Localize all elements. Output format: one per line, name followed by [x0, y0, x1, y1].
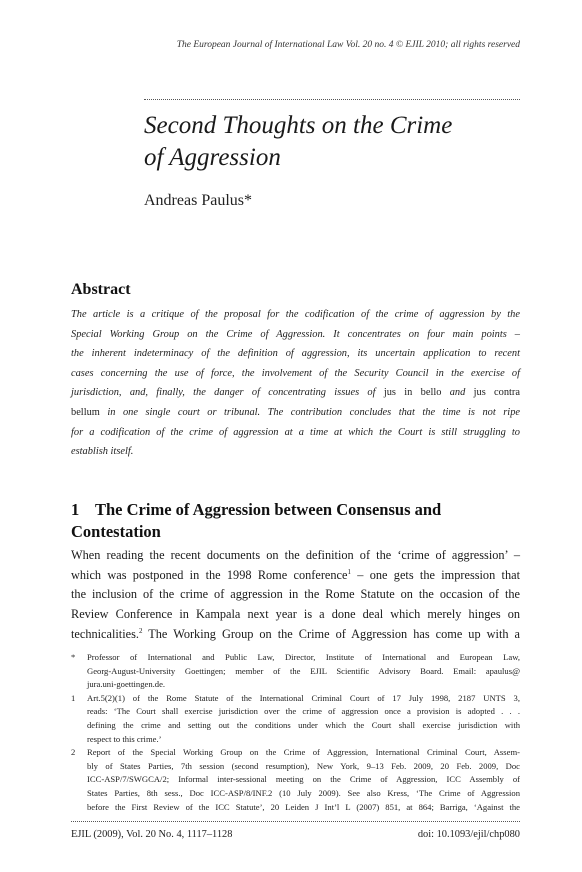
abstract-line-5-text: jurisdiction, and, finally, the danger of concentrating issues of — [71, 387, 376, 399]
footnote-line: reads: ‘The Court shall exercise jurisdiction over the crime of aggression once a provision is adopted . . . — [87, 706, 520, 717]
footnote-line: Georg-August-University Goettingen; member of the EJIL Scientific Advisory Board. Email: apaulus@ — [87, 665, 520, 676]
abstract-term-jus-contra: jus contra — [473, 387, 520, 399]
footnote-line: jura.uni-goettingen.de. — [87, 679, 166, 690]
running-head: The European Journal of International Law Vol. 20 no. 4 © EJIL 2010; all rights reserved — [176, 40, 520, 50]
abstract-line: cases concerning the use of force, the involvement of the Security Council in the exercise of — [71, 367, 520, 379]
body-line-2a: which was postponed in the 1998 Rome conference — [71, 567, 348, 582]
footnote-line: defining the crime and setting out the conditions under which the Court shall exercise jurisdiction with — [87, 719, 520, 730]
title-rule — [144, 99, 520, 100]
body-line-5a: technicalities. — [71, 626, 139, 641]
abstract-line: establish itself. — [71, 446, 134, 458]
abstract-conjunction: and — [441, 387, 474, 399]
abstract-line: The article is a critique of the proposal for the codification of the crime of aggression by the — [71, 309, 520, 320]
footnote-mark: 2 — [71, 747, 76, 758]
footnote-line: Art.5(2)(1) of the Rome Statute of the International Criminal Court of 17 July 1998, 2187 UNTS 3, — [87, 692, 520, 703]
section-title-line-2: Contestation — [71, 522, 161, 541]
abstract-line — [71, 403, 520, 423]
body-line: Review Conference in Kampala next year is a done deal which merely hinges on — [71, 607, 520, 622]
article-title-line-1: Second Thoughts on the Crime — [144, 112, 453, 139]
abstract-line: Special Working Group on the Crime of Aggression. It concentrates on four main points – — [71, 328, 520, 340]
footnote-line: Report of the Special Working Group on the Crime of Aggression, International Criminal Court, Assem- — [87, 747, 520, 758]
section-title-line-1: The Crime of Aggression between Consensus and — [95, 500, 442, 519]
body-line-5b: The Working Group on the Crime of Aggression has come up with a — [142, 626, 520, 641]
body-line: When reading the recent documents on the definition of the ‘crime of aggression’ – — [71, 548, 520, 562]
footnote-mark: * — [71, 652, 76, 662]
abstract-term-bellum: bellum — [71, 406, 100, 418]
footnote-line: respect to this crime.’ — [87, 733, 162, 744]
footnote-line: bly of States Parties, 7th session (second resumption), New York, 9–13 Feb. 2009, 20 Feb. 2009, Doc — [87, 760, 520, 771]
section-number: 1 — [71, 500, 80, 519]
body-line: the inclusion of the crime of aggression in the Rome Statute on the occasion of the — [71, 587, 520, 602]
article-title-line-2: of Aggression — [144, 144, 281, 171]
abstract-line — [71, 383, 520, 403]
footnote-mark: 1 — [71, 692, 76, 703]
footnote — [71, 746, 520, 814]
footnote-line: ICC-ASP/7/SWGCA/2; Informal inter-sessional meeting on the Crime of Aggression, ICC Assembly of — [87, 774, 520, 785]
body-line — [71, 566, 520, 586]
footnote-line: before the First Review of the ICC Statute’, 20 Leiden J Int’l L (2007) 851, at 864; Barriga, ‘Against the — [87, 801, 520, 812]
abstract-line: for a codification of the crime of aggression at a time at which the Court is still struggling to — [71, 426, 520, 438]
body-line — [71, 625, 520, 645]
abstract-line: the inherent indeterminacy of the definition of aggression, its uncertain application to recent — [71, 348, 520, 360]
footnote-line: States Parties, 8th sess., Doc ICC-ASP/8/INF.2 (10 July 2009). See also Kress, ‘The Crime of Aggression — [87, 787, 520, 798]
footnote-ref-1[interactable]: 1 — [347, 567, 351, 576]
section-heading — [71, 499, 520, 543]
body-paragraph — [71, 546, 520, 645]
footnote — [71, 651, 520, 692]
journal-citation: EJIL (2009), Vol. 20 No. 4, 1117–1128 — [71, 829, 233, 840]
abstract-heading: Abstract — [71, 281, 131, 298]
abstract-text — [71, 305, 520, 462]
doi-link[interactable]: doi: 10.1093/ejil/chp080 — [417, 829, 520, 840]
footnote-ref-2[interactable]: 2 — [138, 626, 143, 635]
abstract-line-6-text: in one single court or tribunal. The contribution concludes that the time is not ripe — [99, 406, 520, 418]
body-line-2b: – one gets the impression that — [350, 567, 520, 582]
footer-rule — [71, 821, 520, 822]
footnotes — [71, 651, 520, 814]
author-name: Andreas Paulus* — [144, 192, 252, 209]
footnote-line: Professor of International and Public Law, Director, Institute of International and European Law, — [87, 652, 520, 662]
abstract-term-jus-in-bello: jus in bello — [383, 387, 442, 399]
footnote — [71, 692, 520, 746]
article-title — [144, 110, 524, 174]
